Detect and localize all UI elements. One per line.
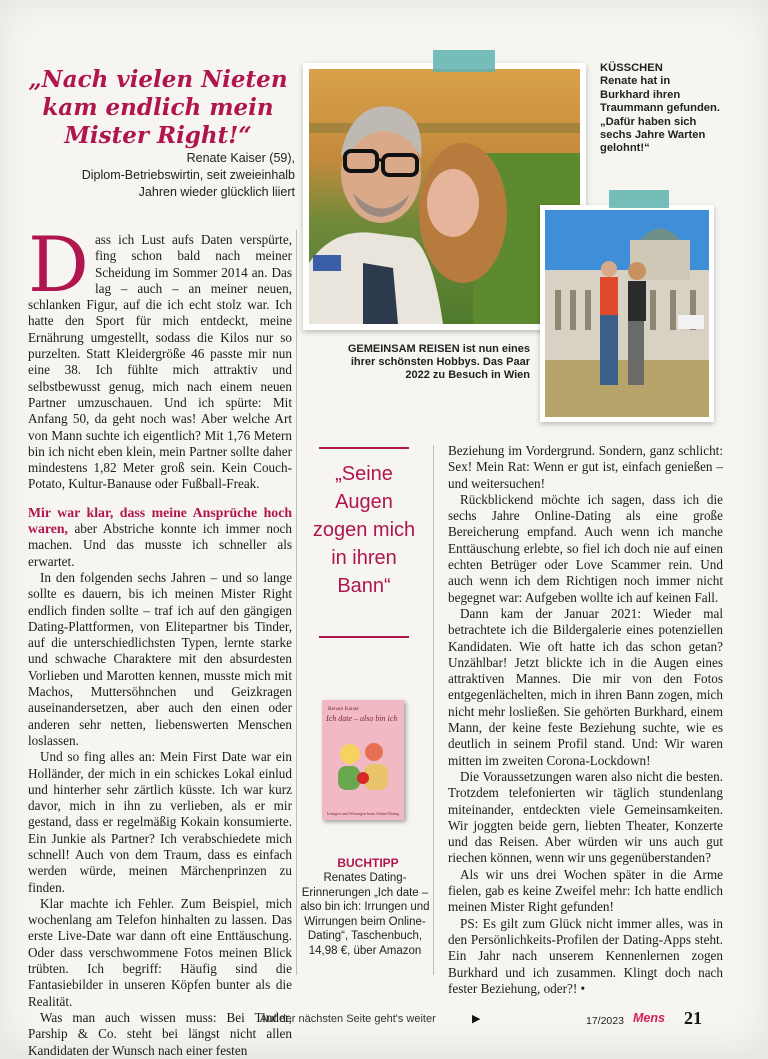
paragraph <box>28 220 292 493</box>
caption-kiss <box>600 62 720 156</box>
pullquote: „Seine Augen zogen mich in ihren Bann“ <box>312 463 416 597</box>
paragraph <box>28 505 292 570</box>
tape-strip <box>433 50 495 72</box>
paragraph: Als wir uns drei Wochen später in die Arme fielen, gab es keine Zweifel mehr: Ich hatte endlich meinen Mister Right gefunden! <box>448 866 723 915</box>
photo-couple-vienna-image <box>540 205 714 422</box>
continue-note: Auf der nächsten Seite geht's weiter <box>260 1013 436 1025</box>
brand-logo: Mens <box>633 1011 665 1025</box>
paragraph: Beziehung im Vordergrund. Sondern, ganz schlicht: Sex! Mein Rat: Wenn er gut ist, einfach genießen – und weitersuchen! <box>448 443 723 491</box>
book-cover <box>322 700 404 820</box>
paragraph-text: aber Abstriche konnte ich immer noch machen. Und das musste ich schneller als erwartet. <box>28 521 292 569</box>
book-subtitle: Irrungen und Wirrungen beim Online-Dating <box>327 811 399 816</box>
caption-kiss-title: KÜSSCHEN <box>600 62 663 74</box>
book-title: Ich date – also bin ich <box>326 714 398 723</box>
column-divider <box>296 230 297 975</box>
paragraph: Was man auch wissen muss: Bei Tinder, Parship & Co. steht bei längst nicht allen Kandidaten der Wunsch nach einer festen <box>28 1009 292 1058</box>
pullquote-rule-bottom <box>319 636 409 638</box>
article-column-3 <box>448 443 723 997</box>
paragraph: Und so fing alles an: Mein First Date war ein Holländer, der mich in ein schickes Lokal einlud und hinterher sehr zärtlich küsste. Ich war kurz davor, mich in ihn zu verlieben, als er mir gestand, dass er regelmäßig Kokain konsumierte. Ein Junkie als Partner? Ich verabschiedete mich schnell! Auch von dem Traum, dass es einfach werden würde, meinen Märchenprinzen zu finden. <box>28 749 292 895</box>
buchtipp-label: BUCHTIPP <box>337 856 399 870</box>
paragraph: Dann kam der Januar 2021: Wieder mal betrachtete ich die Bildergalerie eines potenziellen Kandidaten. Wie oft hatte ich das schon getan? Unzählbar! Jetzt blickte ich in die Augen eines attraktiven Mannes. Die mir von den Fotos entgegenlächelten, mich in ihren Bann zogen, mich nicht mehr losließen. Sie gehörten Burkhard, einem Mann, der keine feste Beziehung suchte, wie es deutlich in seinem Profil stand. Und: Wir waren mitten im zweiten Corona-Lockdown! <box>448 605 723 768</box>
byline-line-1: Renate Kaiser (59), <box>186 151 295 165</box>
paragraph: In den folgenden sechs Jahren – und so lange sollte es dauern, bis ich meinen Mister Right endlich finden sollte – traf ich auf den gängigen Dating-Plattformen, von Elitepartner bis Tinder, auf die unterschiedlichsten Typen, lernte starke und schwache Charaktere mit den absurdesten Vorlieben und Marotten kennen, musste mich mit Machos, Muttersöhnchen und Geizkragen auseinandersetzen, aber auch den einen oder anderen sehr netten, liebenswerten Menschen loslassen. <box>28 569 292 748</box>
page-number: 21 <box>684 1008 702 1028</box>
pullquote-rule-top <box>319 447 409 449</box>
article-column-1 <box>28 220 292 1059</box>
book-illustration <box>330 732 396 798</box>
caption-travel-title: GEMEINSAM REISEN <box>347 343 460 355</box>
arrow-right-icon: ▶ <box>472 1013 481 1025</box>
byline-line-3: Jahren wieder glücklich liiert <box>138 185 295 199</box>
photo-couple-vienna <box>540 205 714 422</box>
caption-travel-text: ist nun eines ihrer schönsten Hobbys. Das Paar 2022 zu Besuch in Wien <box>350 343 530 382</box>
tape-strip <box>609 190 669 208</box>
issue-number: 17/2023 <box>586 1015 624 1027</box>
article-headline: „Nach vielen Nieten kam endlich mein Mister Right!“ <box>28 66 288 149</box>
paragraph: Klar machte ich Fehler. Zum Beispiel, mich wochenlang am Telefon hinhalten zu lassen. Das erste Live-Date war dann oft eine Enttäuschung. Oder dass verschwommene Fotos meinen Blick trübten. Ich begriff: Häufig sind die Fantasiebilder in unseren Köpfen bunter als die Realität. <box>28 895 292 1009</box>
byline <box>20 150 295 201</box>
caption-kiss-text: Renate hat in Burkhard ihren Traummann gefunden. „Dafür haben sich sechs Jahre Warten gelohnt!“ <box>600 75 720 155</box>
paragraph-text: ass ich Lust aufs Daten verspürte, fing schon bald nach meiner Scheidung im Sommer 2014 an. Das lag – auch – an meiner neuen, schlanken Figur, auf die ich echt stolz war. Ich hatte den Sport für mich entdeckt, meine Ernährung umgestellt, sodass die Kilos nur so purzelten. Statt Kleidergröße 46 passte mir nun eine 38. Ich fühlte mich attraktiv und selbstbewusst genug, mich nach einem neuen Partner umzuschauen. Und ich spürte: Mit Anfang 50, da geht noch was! Aber welche Art von Mann suchte ich eigentlich? Mit 1,76 Metern bin ich nicht eben klein, mein Partner sollte daher mindestens 1,82 Meter groß sein. Kein Couch-Potato, Kultur-Banause oder Fußball-Freak. <box>28 232 292 492</box>
caption-travel <box>340 343 530 383</box>
subheading: Mir war klar, dass meine Ansprüche hoch waren, <box>28 504 292 537</box>
buchtipp-text: Renates Dating-Erinnerungen „Ich date – also bin ich: Irrungen und Wirrungen beim Online-Dating“, Taschenbuch, 14,98 €, über Amazon <box>300 872 430 957</box>
paragraph: Die Voraussetzungen waren also nicht die besten. Trotzdem telefonierten wir täglich stundenlang miteinander, entdeckten viele Gemeinsamkeiten. Wir joggten beide gern, liebten Theater, Konzerte und das Reisen. Aber würden wir uns auch gut riechen können, wenn wir uns gegenüberstanden? <box>448 768 723 866</box>
paragraph: PS: Es gilt zum Glück nicht immer alles, was in den Persönlichkeits-Profilen der Dating-Apps steht. Ein Jahr nach unserem Kennenlernen zogen Burkhard und ich zusammen. Klingt doch nach fester Beziehung, oder?! • <box>448 915 723 996</box>
drop-cap: D <box>28 220 89 309</box>
paragraph: Rückblickend möchte ich sagen, dass ich die sechs Jahre Online-Dating als eine große Bereicherung empfand. Auch wenn ich manche Enttäuschung erlebte, so fiel ich doch nie auf einen echten Betrüger oder Love Scammer rein. Und auch wenn ich dem Richtigen noch immer nicht begegnet war: Aufgeben wollte ich auf keinen Fall. <box>448 491 723 605</box>
book-author: Renate Kaiser <box>328 706 359 712</box>
byline-line-2: Diplom-Betriebswirtin, seit zweieinhalb <box>81 168 295 182</box>
